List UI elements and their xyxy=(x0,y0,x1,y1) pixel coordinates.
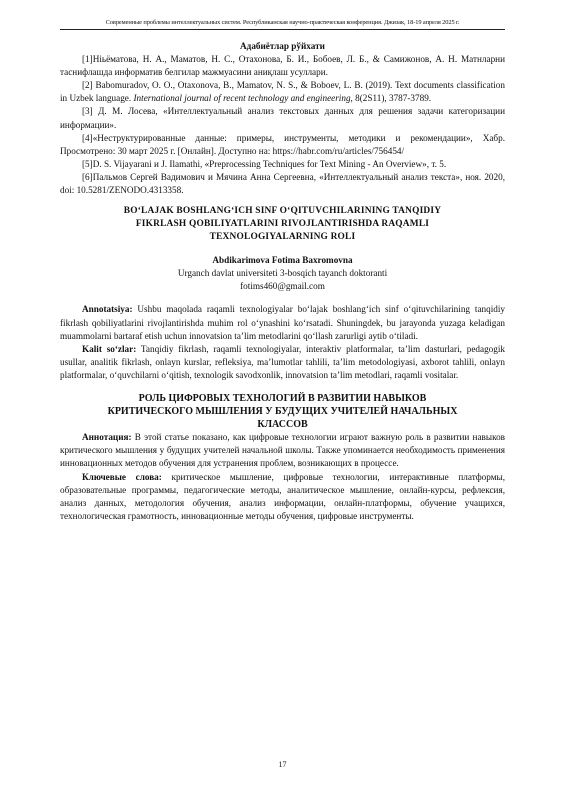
author-affiliation: Urganch davlat universiteti 3-bosqich tayanch doktoranti xyxy=(177,268,388,279)
reference-item-1: [1]Нiьёматова, Н. А., Маматов, Н. С., Отахонова, Б. И., Бобоев, Л. Б., & Самижонов, А. Н. Матнларни таснифлашда информатив белгилар мажмуасини аниқлаш усуллари. xyxy=(60,54,505,78)
author-name: Abdikarimova Fotima Baxromovna xyxy=(212,255,353,266)
reference-item-5: [5]D. S. Vijayarani и J. Ilamathi, «Preprocessing Techniques for Text Mining - An Overview», т. 5. xyxy=(82,158,447,169)
ru-abstract-text: В этой статье показано, как цифровые технологии играют важную роль в развитии навыков критического мышления у будущих учителей начальной школы. Также упоминается необходимость применения инновационных методов обучения для устранения проблем, возникающих в процессе. xyxy=(60,431,505,469)
article-title-line-2: FIKRLASH QOBILIYATLARINI RIVOJLANTIRISHDA RAQAMLI xyxy=(135,219,430,230)
abstract-text: Ushbu maqolada raqamli texnologiyalar bo‘lajak boshlang‘ich sinf o‘qituvchilarining tanqidiy fikrlash qobiliyatlarini rivojlantirishda muhim rol o‘ynashini ko‘rsatadi. Shuningdek, bu jarayonda yuzaga keladigan muammolarni bartaraf etish uchun innovatsion ta’lim metodlarini qo‘llash zarurligi aytib o‘tiladi. xyxy=(60,304,505,341)
abstract-paragraph xyxy=(60,303,505,342)
ru-title-line-1: РОЛЬ ЦИФРОВЫХ ТЕХНОЛОГИЙ В РАЗВИТИИ НАВЫКОВ xyxy=(138,392,427,404)
ru-keywords-paragraph xyxy=(60,471,505,524)
article-title xyxy=(60,205,505,244)
reference-2-tail: , 8(2S11), 3787-3789. xyxy=(350,93,432,104)
reference-2-journal: International journal of recent technology and engineering xyxy=(133,93,351,104)
keywords-text: Tanqidiy fikrlash, raqamli texnologiyalar, interaktiv platformalar, ta’lim dasturlari, pedagogik usullar, analitik fikrlash, onlayn kurslar, refleksiya, ma’lumotlar tahlili, ta’lim metodologiyasi, axborot tahlili, onlayn platformalar, o‘quvchilarni o‘qitish, texnologik savodxonlik, innovatsion ta’lim metodlari, raqamli vositalar. xyxy=(60,343,505,380)
reference-item-6: [6]Пальмов Сергей Вадимович и Мячина Анна Сергеевна, «Интеллектуальный анализ текста», ноя. 2020, doi: 10.5281/ZENODO.4313358. xyxy=(60,171,505,196)
reference-item-4: [4]«Неструктурированные данные: примеры, инструменты, методики и рекомендации», Хабр. Просмотрено: 30 март 2025 г. [Онлайн]. Доступно на: https://habr.com/ru/articles/756454/ xyxy=(60,132,505,156)
ru-title-line-2: КРИТИЧЕСКОГО МЫШЛЕНИЯ У БУДУЩИХ УЧИТЕЛЕЙ НАЧАЛЬНЫХ xyxy=(107,405,458,417)
references-heading: Адабиётлар рўйхати xyxy=(240,41,325,51)
ru-abstract-label: Аннотация: xyxy=(82,431,132,442)
abstract-label: Annotatsiya: xyxy=(82,304,133,315)
reference-item-2 xyxy=(60,79,505,105)
page-content xyxy=(60,40,505,523)
ru-title-line-3: КЛАССОВ xyxy=(257,418,308,430)
article-title-line-3: TEXNOLOGIYALARNING ROLI xyxy=(209,232,356,243)
page-number: 17 xyxy=(278,760,287,769)
header-rule xyxy=(60,29,505,30)
ru-keywords-label: Ключевые слова: xyxy=(82,471,162,482)
reference-list xyxy=(60,53,505,197)
ru-section-title xyxy=(60,392,505,431)
reference-item-3: [3] Д. М. Лосева, «Интеллектуальный анализ текстовых данных для решения задачи категоризации информации». xyxy=(60,106,505,130)
author-email: fotims460@gmail.com xyxy=(240,281,325,292)
keywords-paragraph xyxy=(60,343,505,382)
article-title-line-1: BO‘LAJAK BOSHLANG‘ICH SINF O‘QITUVCHILARINING TANQIDIY xyxy=(123,206,442,217)
ru-section-body xyxy=(60,431,505,523)
keywords-label: Kalit so‘zlar: xyxy=(82,343,137,354)
running-header: Современные проблемы интеллектуальных систем. Республиканская научно-практическая конференция. Джизак, 18-19 апреля 2025 г. xyxy=(105,19,460,26)
ru-keywords-text: критическое мышление, цифровые технологии, интерактивные платформы, образовательные программы, педагогические методы, аналитическое мышление, онлайн-курсы, рефлексия, анализ данных, методология обучения, анализ информации, онлайн-платформы, обучение учащихся, технологическая грамотность, инновационные методы обучения, цифровые инструменты. xyxy=(60,471,505,522)
reference-2-main: [2] Babomuradov, O. O., Otaxonova, B., Mamatov, N. S., & Boboev, L. B. (2019). Text documents classification in Uzbek language. xyxy=(60,80,505,104)
ru-abstract-paragraph xyxy=(60,431,505,471)
